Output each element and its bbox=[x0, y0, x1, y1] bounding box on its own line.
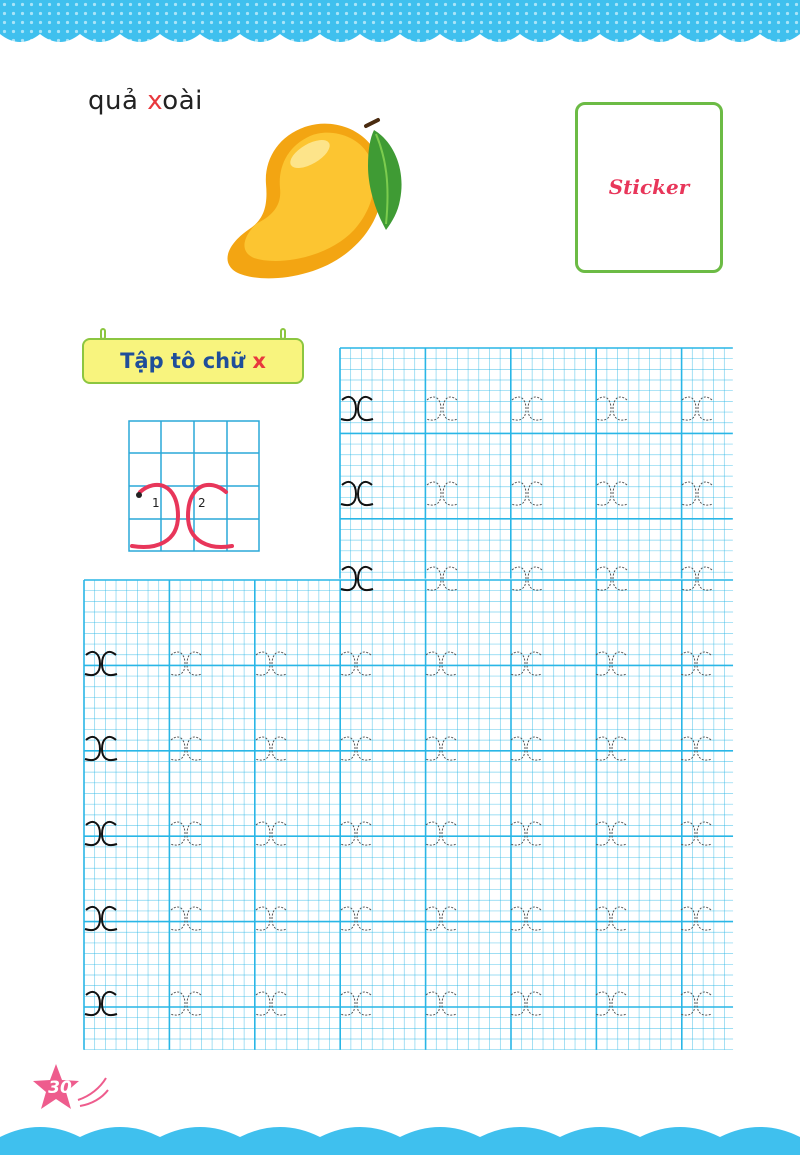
hanger-hook bbox=[280, 328, 286, 340]
trace-letter bbox=[255, 907, 287, 930]
model-letter bbox=[85, 652, 117, 675]
stroke-order-demo bbox=[128, 420, 260, 552]
model-letter bbox=[341, 567, 373, 590]
trace-letter bbox=[680, 652, 712, 675]
trace-letter bbox=[170, 992, 202, 1015]
trace-letter bbox=[426, 397, 458, 420]
trace-letter bbox=[596, 567, 628, 590]
trace-letter bbox=[170, 907, 202, 930]
trace-letter bbox=[425, 992, 457, 1015]
highlighted-letter: x bbox=[147, 86, 163, 116]
trace-letter bbox=[511, 482, 543, 505]
model-letter bbox=[341, 397, 373, 420]
hanger-hook bbox=[100, 328, 106, 340]
trace-letter bbox=[170, 652, 202, 675]
trace-letter bbox=[340, 907, 372, 930]
trace-letter bbox=[510, 907, 542, 930]
model-letter bbox=[341, 482, 373, 505]
trace-letter bbox=[681, 482, 713, 505]
trace-letter bbox=[511, 567, 543, 590]
page-number: 30 bbox=[48, 1078, 72, 1098]
trace-letter bbox=[680, 907, 712, 930]
trace-letter bbox=[340, 992, 372, 1015]
title-letter: x bbox=[252, 349, 266, 373]
trace-letter bbox=[596, 482, 628, 505]
trace-letter bbox=[510, 992, 542, 1015]
trace-letter bbox=[510, 652, 542, 675]
trace-letter bbox=[426, 482, 458, 505]
trace-letter bbox=[425, 652, 457, 675]
trace-letter bbox=[681, 397, 713, 420]
trace-letter bbox=[425, 907, 457, 930]
trace-letter bbox=[255, 652, 287, 675]
trace-letter bbox=[681, 567, 713, 590]
stroke-number-2: 2 bbox=[198, 496, 206, 510]
stroke-number-1: 1 bbox=[152, 496, 160, 510]
model-letter bbox=[85, 992, 117, 1015]
trace-letter bbox=[595, 907, 627, 930]
trace-letter bbox=[511, 397, 543, 420]
trace-letter bbox=[680, 992, 712, 1015]
bottom-wave-border bbox=[0, 1115, 800, 1155]
model-letter bbox=[85, 907, 117, 930]
trace-letter bbox=[340, 652, 372, 675]
trace-letter bbox=[595, 992, 627, 1015]
trace-letter bbox=[595, 652, 627, 675]
word-caption: quả xoài bbox=[88, 86, 203, 116]
trace-letter bbox=[255, 992, 287, 1015]
exercise-title: Tập tô chữ x bbox=[82, 338, 304, 384]
trace-letter bbox=[426, 567, 458, 590]
sticker-label: Sticker bbox=[608, 175, 690, 199]
trace-letter bbox=[596, 397, 628, 420]
